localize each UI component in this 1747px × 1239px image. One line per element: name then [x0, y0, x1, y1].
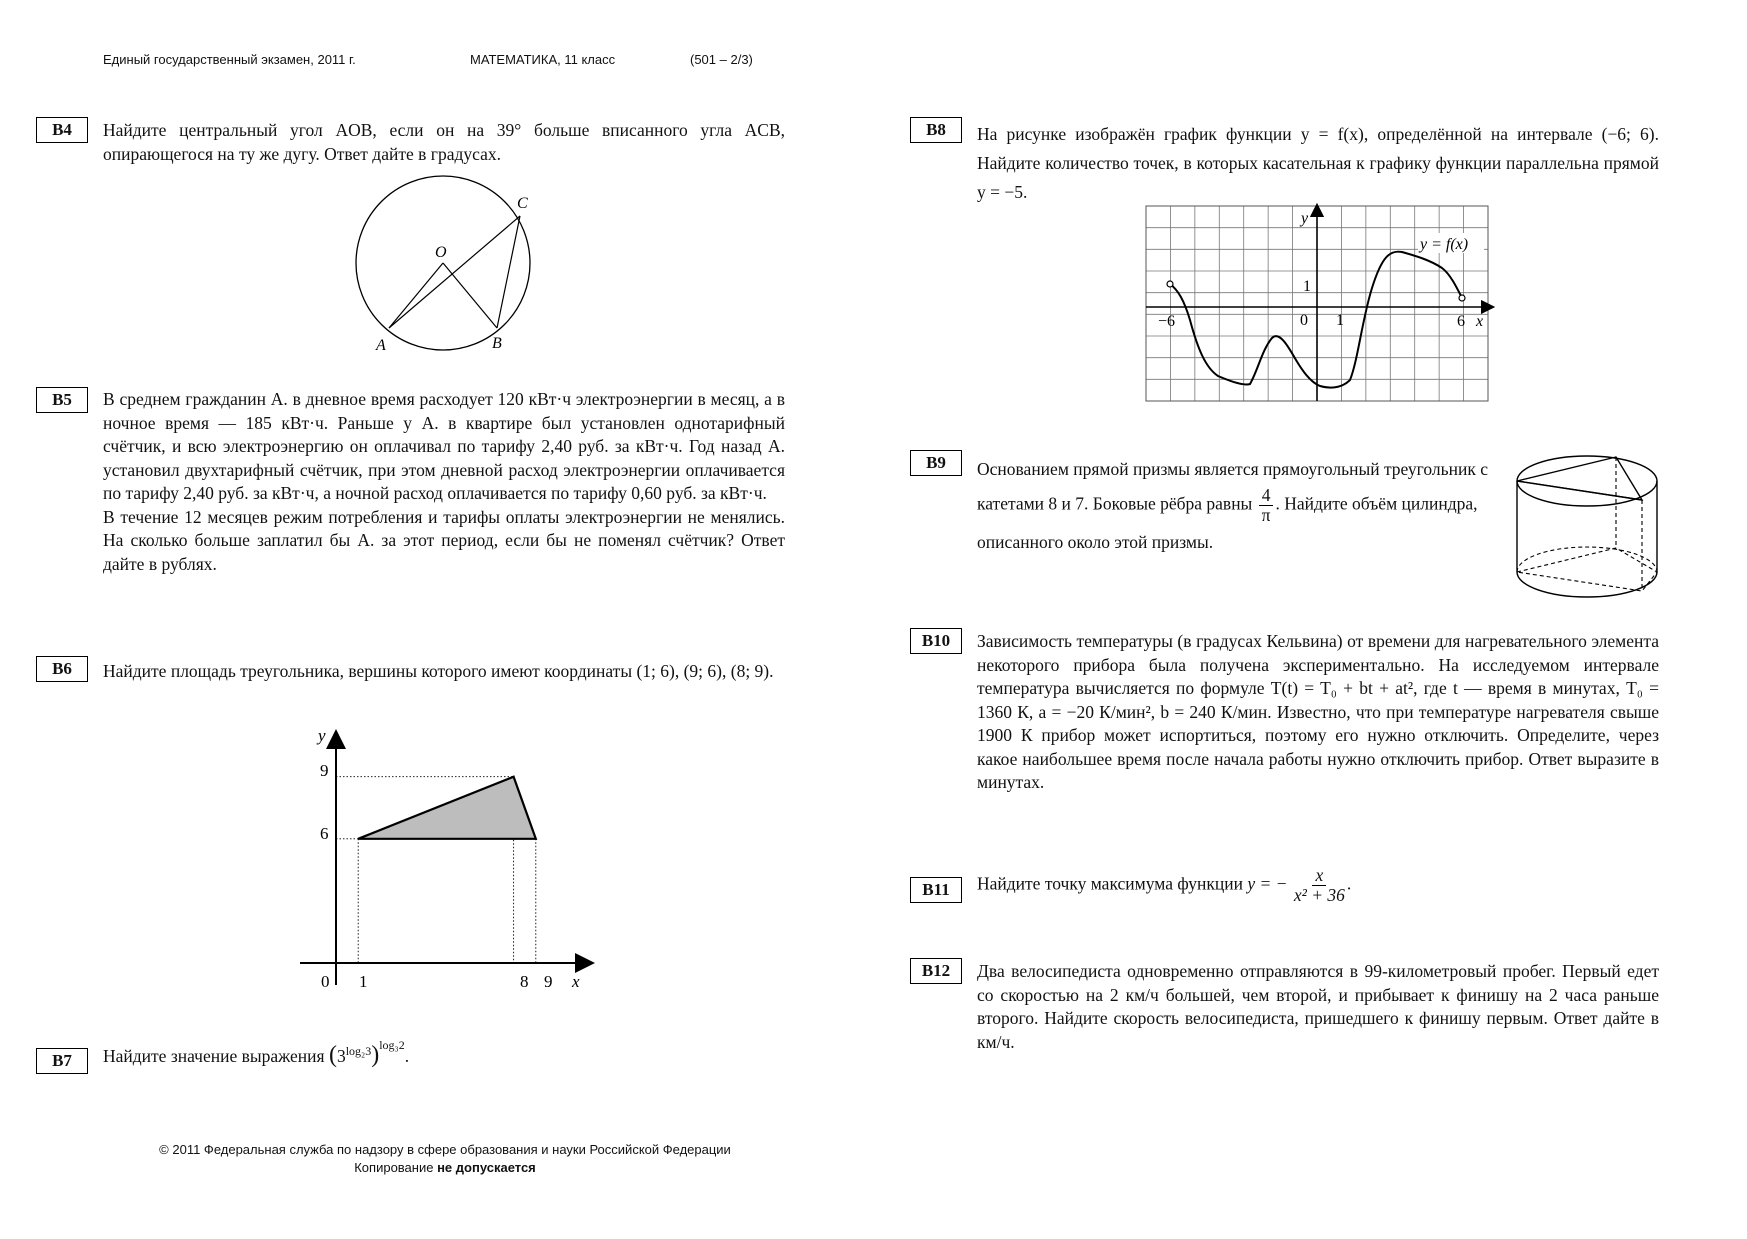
problem-label-b9: B9 [910, 450, 962, 476]
axis-label-y: y [318, 726, 326, 745]
b7-outer-exp: log₃2 [379, 1038, 405, 1052]
function-curve [1170, 252, 1462, 388]
b11-fraction [1294, 866, 1345, 905]
graph-zero: 0 [1300, 312, 1308, 329]
cylinder-bottom-front [1517, 572, 1657, 597]
function-graph [1140, 200, 1500, 410]
b7-lead: Найдите значение выражения [103, 1045, 325, 1066]
open-endpoint-left [1167, 281, 1173, 287]
problem-label-b10: B10 [910, 628, 962, 654]
problem-text-b7: Найдите значение выражения $(3^{log_23})^{log_32}$. [103, 1038, 410, 1068]
footer-copy-notice [60, 1160, 830, 1175]
b11-num: x [1312, 866, 1326, 886]
b7-inner-exp: log₂3 [345, 1044, 372, 1058]
graph-six: 6 [1457, 313, 1465, 330]
problem-label-b12: B12 [910, 958, 962, 984]
b7-base: 3 [336, 1045, 346, 1066]
problem-text-b12: Два велосипедиста одновременно отправляются в 99-километровый пробег. Первый едет со скоростью на 2 км/ч большей, чем второй, и прибывает к финишу на 2 часа раньше второго. Найдите скорость велосипедиста, пришедшего к финишу первым. Ответ дайте в км/ч. [977, 961, 1659, 1052]
point-b-label: B [492, 335, 502, 352]
b9-frac-den: π [1261, 505, 1271, 525]
header-code: (501 – 2/3) [690, 52, 753, 67]
b5-paragraph-2: В течение 12 месяцев режим потребления и тарифы оплаты электроэнергии не менялись. На сколько больше заплатил бы А. за этот период, если бы не поменял счётчик? Ответ дайте в рублях. [103, 506, 785, 574]
origin-label: 0 [321, 972, 330, 991]
graph-y-label: y [1301, 210, 1309, 227]
problem-text-b4: Найдите центральный угол AOB, если он на 39° больше вписанного угла ACB, опирающегося на ту же дугу. Ответ дайте в градусах. [103, 120, 785, 164]
problem-text-b9: Основанием прямой призмы является прямоугольный треугольник с катетами 8 и 7. Боковые рёбра равны $\frac{4}{\pi}$ . Найдите объём цилиндра, описанного около этой призмы. [977, 459, 1488, 552]
header-exam: Единый государственный экзамен, 2011 г. [103, 52, 356, 67]
b7-end: . [404, 1045, 410, 1066]
graph-minus-six: −6 [1158, 313, 1176, 330]
footer-copyright: © 2011 Федеральная служба по надзору в сфере образования и науки Российской Федерации [159, 1142, 731, 1157]
problem-label-b8: B8 [910, 117, 962, 143]
b9-frac-num: 4 [1259, 486, 1274, 506]
problem-label-b5: B5 [36, 387, 88, 413]
b5-paragraph-1: В среднем гражданин А. в дневное время расходует 120 кВт·ч электроэнергии в месяц, а в ночное время — 185 кВт·ч. Раньше у А. в квартире был установлен однотарифный счётчик, и всю электроэнергию он оплачивал по тарифу 2,40 руб. за кВт·ч. Год назад А. установил двухтарифный счётчик, при этом дневной расход электроэнергии оплачивается по тарифу 2,40 руб. за кВт·ч, а ночной расход оплачивается по тарифу 0,60 руб. за кВт·ч. [103, 389, 785, 503]
footer-copy-prefix: Копирование [354, 1160, 438, 1175]
problem-label-b11: B11 [910, 877, 962, 903]
problem-text-b6: Найдите площадь треугольника, вершины которого имеют координаты (1; 6), (9; 6), (8; 9). [103, 661, 774, 681]
problem-text-b10: Зависимость температуры (в градусах Кельвина) от времени для нагревательного элемента некоторого прибора была получена экспериментально. На исследуемом интервале температура вычисляется по формуле T(t) = T₀ + bt + at², где t — время в минутах, T₀ = 1360 К, a = −20 К/мин², b = 240 К/мин. Известно, что при температуре нагревателя свыше 1900 К прибор может испортиться, поэтому его нужно отключить. Определите, через какое наибольшее время после начала работы нужно отключить прибор. Ответ выразите в минутах. [977, 631, 1659, 792]
triangle-chart [290, 725, 600, 1005]
graph-x-label: x [1476, 313, 1484, 330]
footer-copy-bold: не допускается [437, 1160, 536, 1175]
problem-text-b5 [103, 388, 785, 576]
y-tick-9: 9 [320, 761, 329, 780]
x-tick-9: 9 [544, 972, 553, 991]
b11-lead: Найдите точку максимума функции [977, 873, 1243, 894]
b9-fraction [1259, 486, 1274, 525]
problem-label-b7: B7 [36, 1048, 88, 1074]
b9-text-b: Найдите объём цилиндра, описанного около этой призмы. [977, 493, 1478, 552]
cylinder-figure [1510, 445, 1670, 610]
graph-one-y: 1 [1303, 278, 1311, 295]
radius-ob [443, 263, 497, 328]
problem-text-b8: На рисунке изображён график функции y = f(x), определённой на интервале (−6; 6). Найдите количество точек, в которых касательная к графику функции параллельна прямой y = −5. [977, 124, 1659, 202]
graph-one-x: 1 [1336, 312, 1344, 329]
shaded-triangle [358, 777, 536, 839]
graph-func-label: y = f(x) [1420, 236, 1469, 253]
open-endpoint-right [1459, 295, 1465, 301]
problem-text-b11 [977, 866, 1659, 905]
problem-label-b4: B4 [36, 117, 88, 143]
b11-end: . [1346, 873, 1352, 894]
b9-text-a: Основанием прямой призмы является прямоугольный треугольник с катетами 8 и 7. Боковые рёбра равны [977, 459, 1488, 514]
x-tick-8: 8 [520, 972, 529, 991]
point-a-label: A [376, 337, 386, 354]
cylinder-bottom-back [1517, 547, 1657, 572]
b11-lhs: y = − [1247, 873, 1288, 894]
point-c-label: C [517, 195, 528, 212]
axis-label-x: x [572, 972, 580, 991]
problem-label-b6: B6 [36, 656, 88, 682]
circle-figure [340, 165, 550, 360]
y-tick-6: 6 [320, 824, 329, 843]
x-tick-1: 1 [359, 972, 368, 991]
point-o-label: O [435, 244, 447, 261]
b11-den: x² + 36 [1293, 885, 1345, 905]
radius-oa [389, 263, 443, 328]
header-subject: МАТЕМАТИКА, 11 класс [470, 52, 616, 67]
